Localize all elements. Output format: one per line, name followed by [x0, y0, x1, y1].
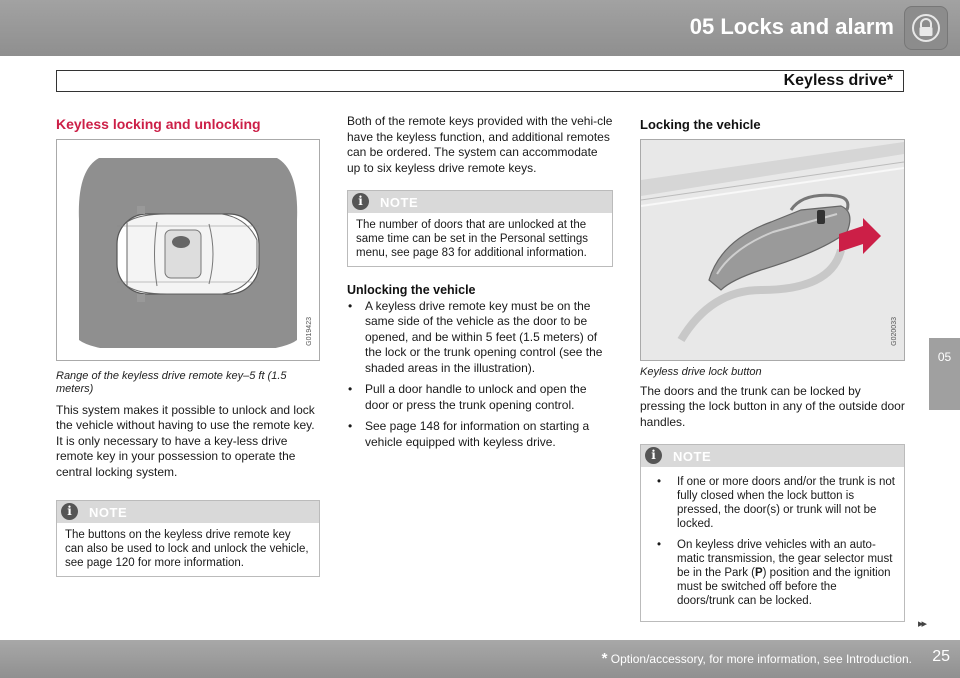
list-item: • See page 148 for information on starting a vehicle equipped with keyless drive.	[347, 419, 613, 450]
keyless-range-figure	[56, 139, 320, 361]
section-title: Keyless drive*	[783, 72, 893, 89]
body-text: This system makes it possible to unlock and lock the vehicle without having to use the remote key. It is only necessary to have a key-less drive remote key in your possession to operate the central locking system.	[56, 402, 315, 479]
info-icon: i	[61, 503, 78, 520]
column-3	[640, 114, 905, 622]
chapter-side-tab	[929, 338, 960, 410]
note-label: NOTE	[673, 449, 712, 464]
body-text: The doors and the trunk can be locked by pressing the lock button in any of the outside door handles.	[640, 383, 905, 429]
intro-text: Both of the remote keys provided with the vehi-cle have the keyless function, and additional remotes can be ordered. The system can accommodate up to six keyless drive remote keys.	[347, 114, 613, 175]
unlocking-heading: Unlocking the vehicle	[347, 283, 476, 297]
car-range-illustration	[57, 140, 319, 360]
note-text: ) position and the ignition must be switched off before the doors/trunk can be locked.	[677, 567, 891, 607]
page-footer-bar	[0, 640, 960, 678]
note-text: The buttons on the keyless drive remote key can also be used to lock and unlock the vehicle, see page 120 for more information.	[65, 529, 309, 569]
column-1	[56, 114, 320, 577]
list-item: • A keyless drive remote key must be on the same side of the vehicle as the door to be opened, and be within 5 feet (1.5 meters) of the lock or the trunk opening control (see the shaded areas in the illustration).	[347, 299, 613, 377]
note-header	[57, 501, 319, 523]
figure-caption: Range of the keyless drive remote key–5 ft (1.5 meters)	[56, 369, 287, 395]
park-label: P	[754, 567, 763, 579]
section-header-box	[56, 70, 904, 92]
note-header	[348, 191, 612, 213]
keyless-heading: Keyless locking and unlocking	[56, 116, 261, 132]
figure-code: G019423	[305, 316, 313, 346]
footnote-asterisk: *	[601, 650, 608, 667]
chapter-header-bar	[0, 0, 960, 56]
unlocking-list	[347, 299, 613, 451]
list-item: • If one or more doors and/or the trunk is not fully closed when the lock button is pressed, the door(s) or trunk will not be locked.	[649, 475, 896, 531]
note-box	[640, 444, 905, 622]
note-text: The number of doors that are unlocked at the same time can be set in the Personal settings menu, see page 83 for additional information.	[356, 219, 589, 259]
next-page-arrows: ▸▸	[918, 618, 926, 630]
list-item	[649, 538, 896, 608]
note-text: On keyless drive vehicles with an auto-matic transmission, the gear selector must be in the Park (	[677, 539, 893, 579]
note-box	[347, 190, 613, 267]
info-icon: i	[352, 193, 369, 210]
lock-chapter-badge	[904, 6, 948, 50]
page-number: 25	[932, 648, 950, 665]
figure-code: G020033	[890, 316, 898, 346]
locking-heading: Locking the vehicle	[640, 117, 761, 132]
footnote-text: Option/accessory, for more information, see Introduction.	[607, 652, 912, 666]
chapter-title: 05 Locks and alarm	[689, 14, 894, 39]
figure-caption: Keyless drive lock button	[640, 365, 762, 378]
list-item: • Pull a door handle to unlock and open the door or press the trunk opening control.	[347, 382, 613, 413]
padlock-icon	[911, 13, 941, 43]
door-handle-illustration	[641, 140, 904, 360]
note-list	[641, 467, 904, 621]
note-header	[641, 445, 904, 467]
note-label: NOTE	[89, 505, 128, 520]
lock-button-figure	[640, 139, 905, 361]
chapter-tab-number: 05	[937, 350, 952, 364]
footnote	[0, 650, 912, 667]
column-2	[347, 114, 613, 456]
note-label: NOTE	[380, 195, 419, 210]
note-box	[56, 500, 320, 577]
info-icon: i	[645, 447, 662, 464]
